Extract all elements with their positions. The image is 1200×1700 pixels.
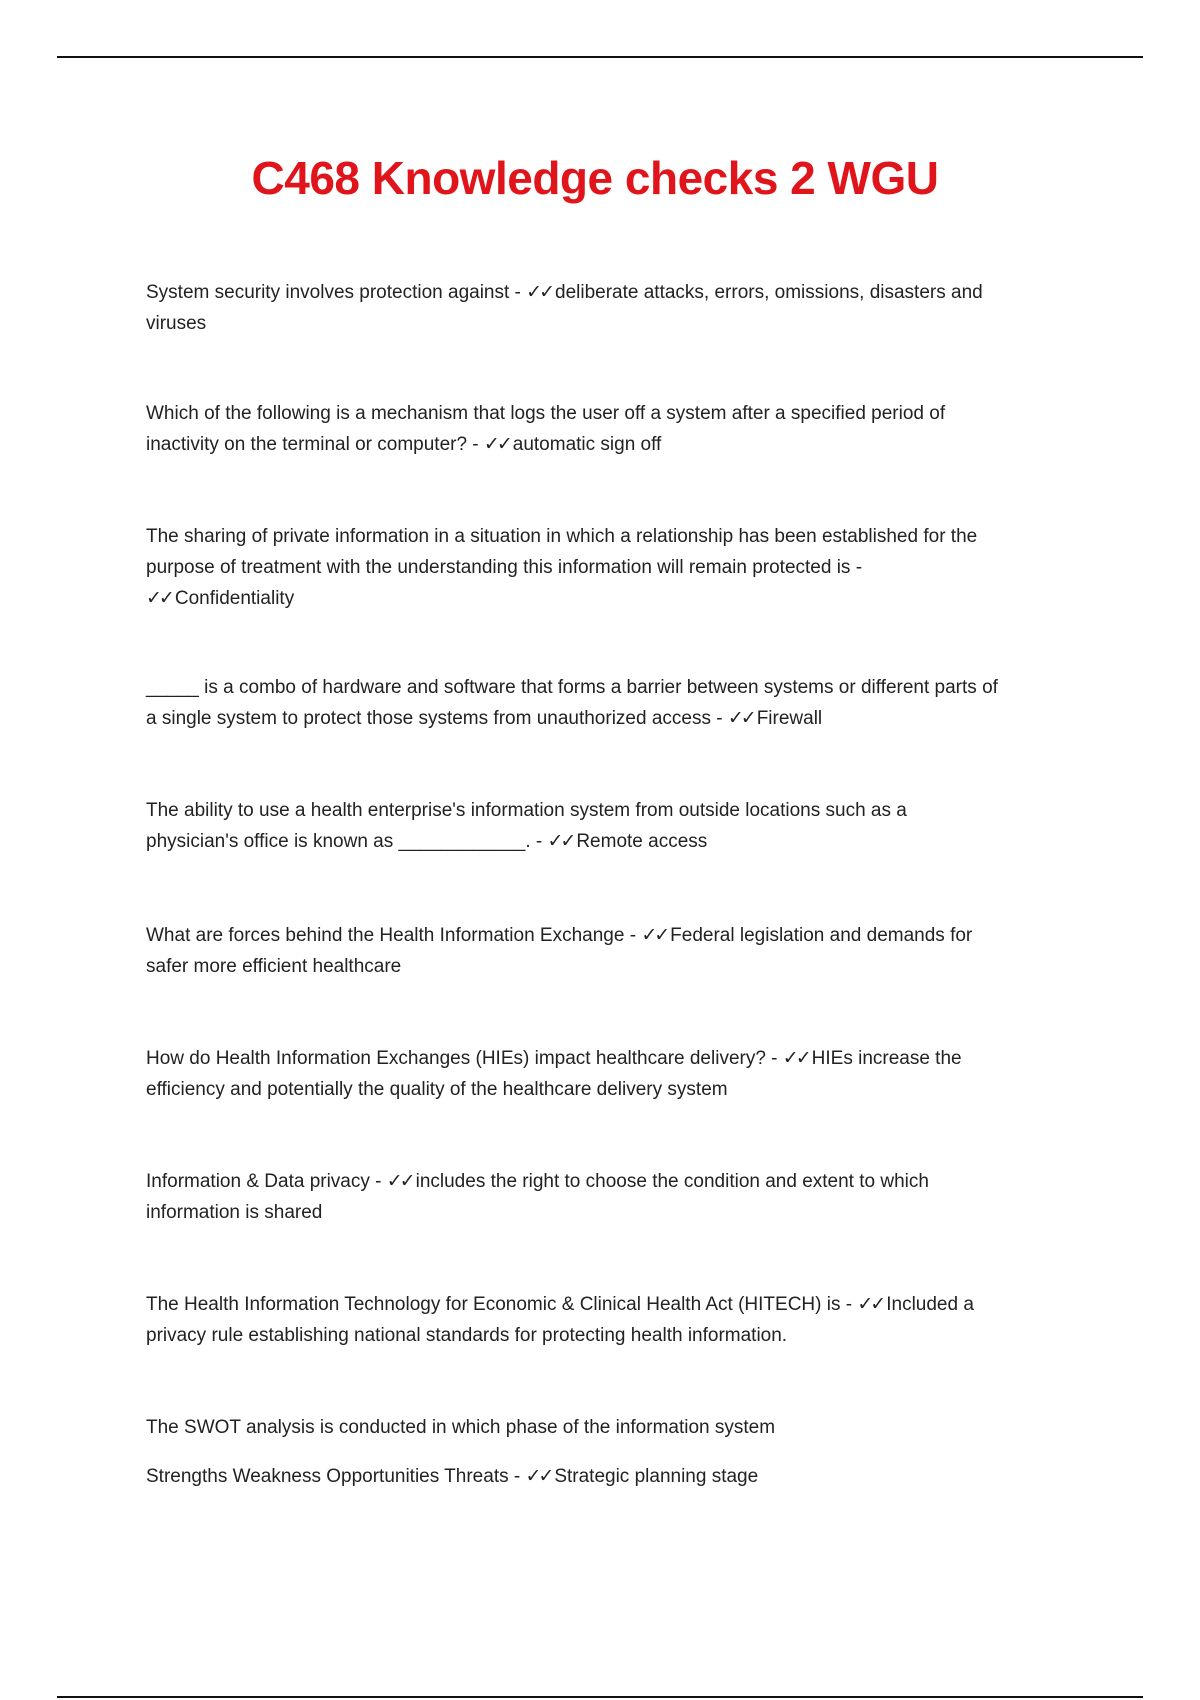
answer-text: Confidentiality [174,588,295,609]
question-text: The SWOT analysis is conducted in which phase of the information system [146,1417,776,1438]
qa-line [146,583,1066,614]
answer-continuation: efficiency and potentially the quality of the healthcare delivery system [146,1079,728,1100]
question-text: purpose of treatment with the understanding this information will remain protected is - [146,557,863,578]
question-text: How do Health Information Exchanges (HIEs) impact healthcare delivery? - [146,1048,783,1069]
checkmark-icon: ✓✓ [146,588,172,609]
question-text: Information & Data privacy - [146,1171,387,1192]
qa-line [146,826,1066,857]
answer-text: Included a [886,1294,974,1315]
bottom-rule [57,1696,1143,1698]
checkmark-icon: ✓✓ [857,1294,884,1315]
qa-line [146,429,1066,460]
checkmark-icon: ✓✓ [525,1466,552,1487]
line-gap [146,1443,1066,1461]
question-text: The ability to use a health enterprise's information system from outside locations such as a [146,800,907,821]
answer-text: Firewall [756,708,823,729]
answer-text: deliberate attacks, errors, omissions, disasters and [555,282,983,303]
answer-text: Remote access [576,831,708,852]
answer-text: automatic sign off [512,434,662,455]
answer-text: HIEs increase the [811,1048,962,1069]
qa-line [146,1166,1066,1197]
qa-item [146,1412,1066,1492]
answer-continuation: privacy rule establishing national standards for protecting health information. [146,1325,788,1346]
answer-text: Strategic planning stage [554,1466,759,1487]
qa-item [146,1043,1066,1105]
qa-item [146,277,1066,339]
qa-item [146,398,1066,460]
checkmark-icon: ✓✓ [782,1048,809,1069]
checkmark-icon: ✓✓ [727,708,754,729]
qa-line [146,920,1066,951]
qa-item [146,1289,1066,1351]
question-text: What are forces behind the Health Information Exchange - [146,925,642,946]
question-text: System security involves protection against - [146,282,527,303]
question-text: The Health Information Technology for Economic & Clinical Health Act (HITECH) is - [146,1294,858,1315]
checkmark-icon: ✓✓ [641,925,668,946]
checkmark-icon: ✓✓ [547,831,574,852]
qa-line [146,1461,1066,1492]
checkmark-icon: ✓✓ [526,282,553,303]
top-rule [57,56,1143,58]
answer-continuation: viruses [146,313,207,334]
qa-line [146,703,1066,734]
qa-item [146,1166,1066,1228]
qa-item [146,920,1066,982]
question-text: The sharing of private information in a situation in which a relationship has been established for the [146,526,978,547]
answer-text: Federal legislation and demands for [670,925,973,946]
qa-line [146,277,1066,308]
qa-line [146,1043,1066,1074]
question-text: _____ is a combo of hardware and software that forms a barrier between systems or different parts of [146,677,998,698]
qa-line [146,1289,1066,1320]
checkmark-icon: ✓✓ [386,1171,413,1192]
answer-continuation: information is shared [146,1202,323,1223]
question-text: a single system to protect those systems from unauthorized access - [146,708,728,729]
answer-text: includes the right to choose the condition and extent to which [415,1171,929,1192]
answer-continuation: safer more efficient healthcare [146,956,402,977]
question-text: inactivity on the terminal or computer? - [146,434,484,455]
checkmark-icon: ✓✓ [483,434,510,455]
question-text: physician's office is known as ____________. - [146,831,548,852]
qa-item [146,521,1066,614]
qa-item [146,795,1066,857]
page-title: C468 Knowledge checks 2 WGU [251,152,939,204]
question-text: Which of the following is a mechanism that logs the user off a system after a specified period of [146,403,946,424]
question-text: Strengths Weakness Opportunities Threats - [146,1466,526,1487]
qa-item [146,672,1066,734]
